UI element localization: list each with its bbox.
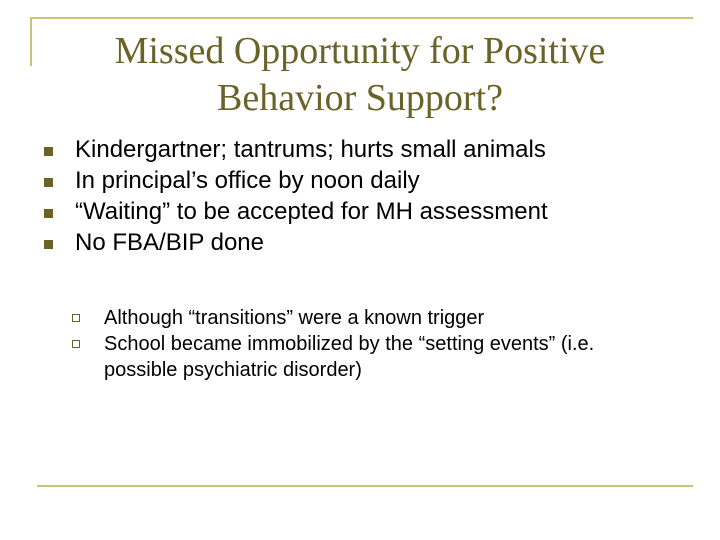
frame-left-rule [30, 17, 32, 66]
bullet-list [43, 135, 693, 259]
sub-bullet-item [71, 331, 631, 383]
bullet-item [43, 166, 693, 197]
frame-bottom-rule [37, 485, 693, 487]
hollow-square-bullet-icon [72, 340, 80, 348]
bullet-text: “Waiting” to be accepted for MH assessment [75, 198, 548, 225]
bullet-text: No FBA/BIP done [75, 229, 264, 256]
bullet-item [43, 197, 693, 228]
sub-bullet-text: School became immobilized by the “setting events” (i.e. possible psychiatric disorder) [104, 333, 595, 381]
bullet-item [43, 135, 693, 166]
square-bullet-icon [44, 209, 53, 218]
square-bullet-icon [44, 240, 53, 249]
bullet-item [43, 228, 693, 259]
sub-bullet-item [71, 305, 631, 331]
title-line-2: Behavior Support? [216, 77, 503, 119]
title-line-1: Missed Opportunity for Positive [114, 30, 606, 72]
square-bullet-icon [44, 178, 53, 187]
bullet-text: In principal’s office by noon daily [75, 167, 420, 194]
sub-bullet-list [71, 305, 631, 383]
frame-top-rule [30, 17, 693, 19]
hollow-square-bullet-icon [72, 314, 80, 322]
square-bullet-icon [44, 147, 53, 156]
bullet-text: Kindergartner; tantrums; hurts small animals [75, 136, 546, 163]
sub-bullet-text: Although “transitions” were a known trigger [104, 307, 485, 329]
slide-title [42, 28, 678, 122]
